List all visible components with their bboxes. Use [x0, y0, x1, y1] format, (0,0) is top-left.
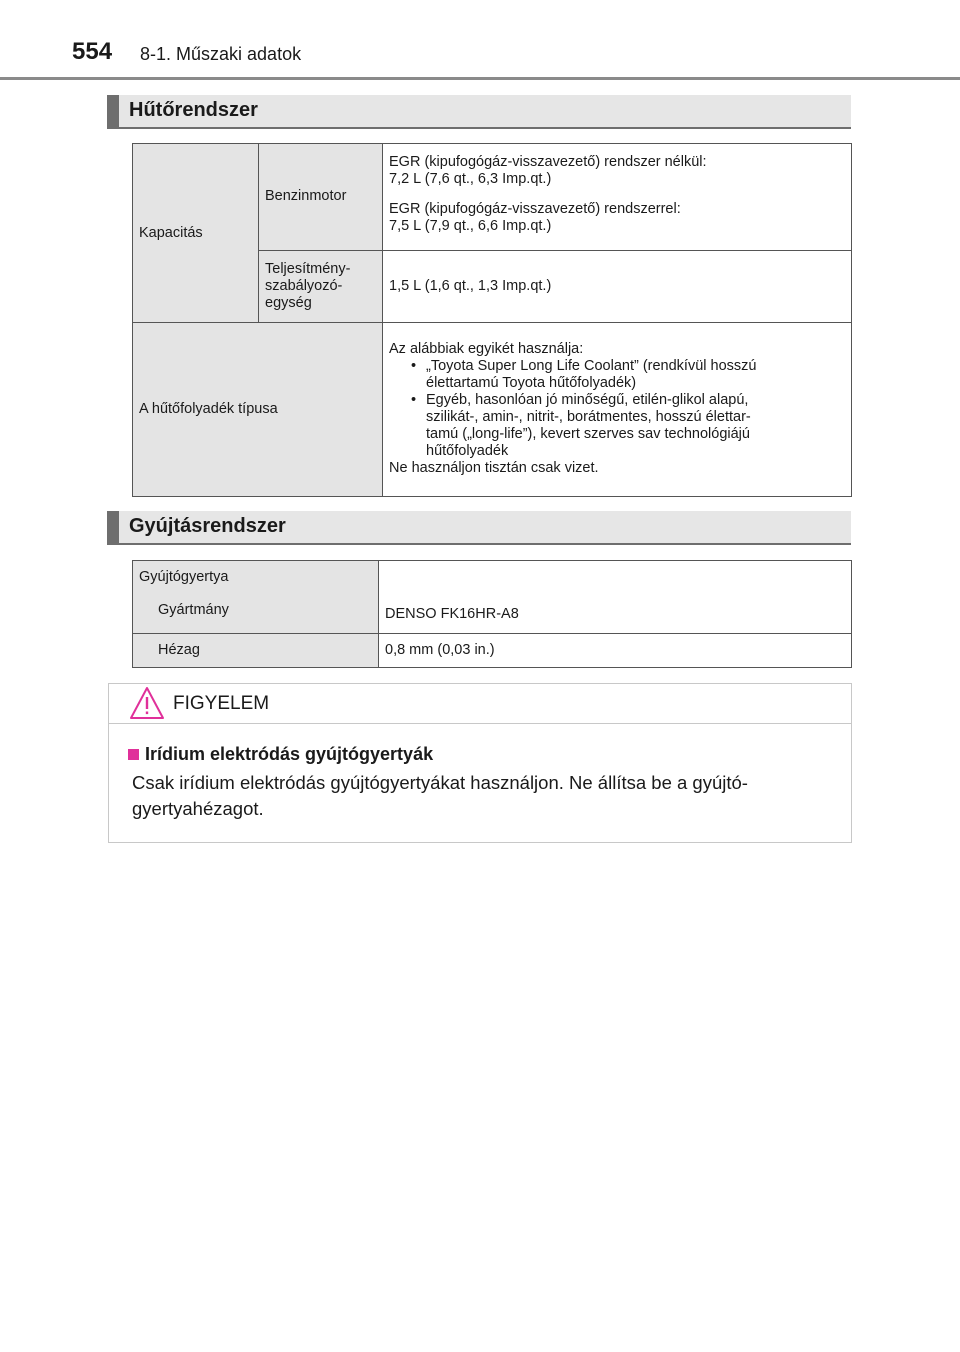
engine-capacity-line4: 7,5 L (7,9 qt., 6,6 Imp.qt.)	[389, 218, 552, 234]
section-heading-ignition	[107, 511, 851, 545]
warning-subheading-text: Irídium elektródás gyújtógyertyák	[145, 744, 434, 764]
warning-triangle-icon	[129, 686, 165, 720]
pcu-label-line2: szabályozó-	[265, 278, 343, 294]
ignition-spec-table	[132, 560, 852, 668]
coolant-type-label: A hűtőfolyadék típusa	[133, 323, 383, 497]
engine-label: Benzinmotor	[259, 144, 383, 251]
chapter-title: 8-1. Műszaki adatok	[140, 44, 302, 64]
bullet1-line1: • „Toyota Super Long Life Coolant” (rendkívül hosszú	[426, 357, 757, 374]
engine-capacity-line1: EGR (kipufogógáz-visszavezető) rendszer nélkül:	[389, 154, 707, 170]
coolant-type-list	[389, 358, 845, 460]
bullet2-line3: tamú („long-life”), kevert szerves sav technológiájú	[426, 425, 750, 442]
section-heading-ignition-text: Gyújtásrendszer	[129, 515, 286, 537]
warning-box	[108, 683, 852, 843]
bullet2-line1: • Egyéb, hasonlóan jó minőségű, etilén-glikol alapú,	[426, 391, 749, 408]
page-number: 554	[72, 38, 113, 65]
page-header	[0, 0, 960, 80]
bullet1-line2: élettartamú Toyota hűtőfolyadék)	[426, 374, 637, 391]
warning-header	[109, 684, 851, 724]
warning-body-line2: gyertyahézagot.	[132, 798, 264, 819]
engine-capacity-line3: EGR (kipufogógáz-visszavezető) rendszerrel:	[389, 201, 681, 217]
square-bullet-icon	[128, 749, 139, 760]
pcu-label	[259, 251, 383, 323]
pcu-label-line3: egység	[265, 295, 312, 311]
list-item	[389, 392, 845, 460]
gap-value: 0,8 mm (0,03 in.)	[379, 634, 852, 668]
warning-subheading	[128, 744, 433, 765]
bullet2-line4: hűtőfolyadék	[426, 442, 509, 459]
section-heading-cooling	[107, 95, 851, 129]
warning-body	[132, 770, 832, 822]
coolant-type-note: Ne használjon tisztán csak vizet.	[389, 459, 599, 476]
spark-plug-label-cell	[133, 561, 379, 634]
section-heading-cooling-text: Hűtőrendszer	[129, 99, 258, 121]
engine-capacity-cell	[383, 144, 852, 251]
spark-plug-label: Gyújtógyertya	[139, 569, 229, 585]
list-item	[389, 358, 845, 392]
capacity-label: Kapacitás	[133, 144, 259, 323]
cooling-spec-table	[132, 143, 852, 497]
pcu-capacity: 1,5 L (1,6 qt., 1,3 Imp.qt.)	[383, 251, 852, 323]
make-value: DENSO FK16HR-A8	[379, 561, 852, 634]
warning-body-line1: Csak irídium elektródás gyújtógyertyákat használjon. Ne állítsa be a gyújtó-	[132, 772, 748, 793]
make-label: Gyártmány	[158, 602, 229, 618]
gap-label: Hézag	[133, 634, 379, 668]
warning-title: FIGYELEM	[173, 693, 270, 714]
bullet2-line2: szilikát-, amin-, nitrit-, borátmentes, hosszú élettar-	[426, 408, 751, 425]
coolant-type-cell	[383, 323, 852, 497]
coolant-type-intro: Az alábbiak egyikét használja:	[389, 340, 584, 357]
engine-capacity-line2: 7,2 L (7,6 qt., 6,3 Imp.qt.)	[389, 171, 552, 187]
pcu-label-line1: Teljesítmény-	[265, 261, 351, 277]
